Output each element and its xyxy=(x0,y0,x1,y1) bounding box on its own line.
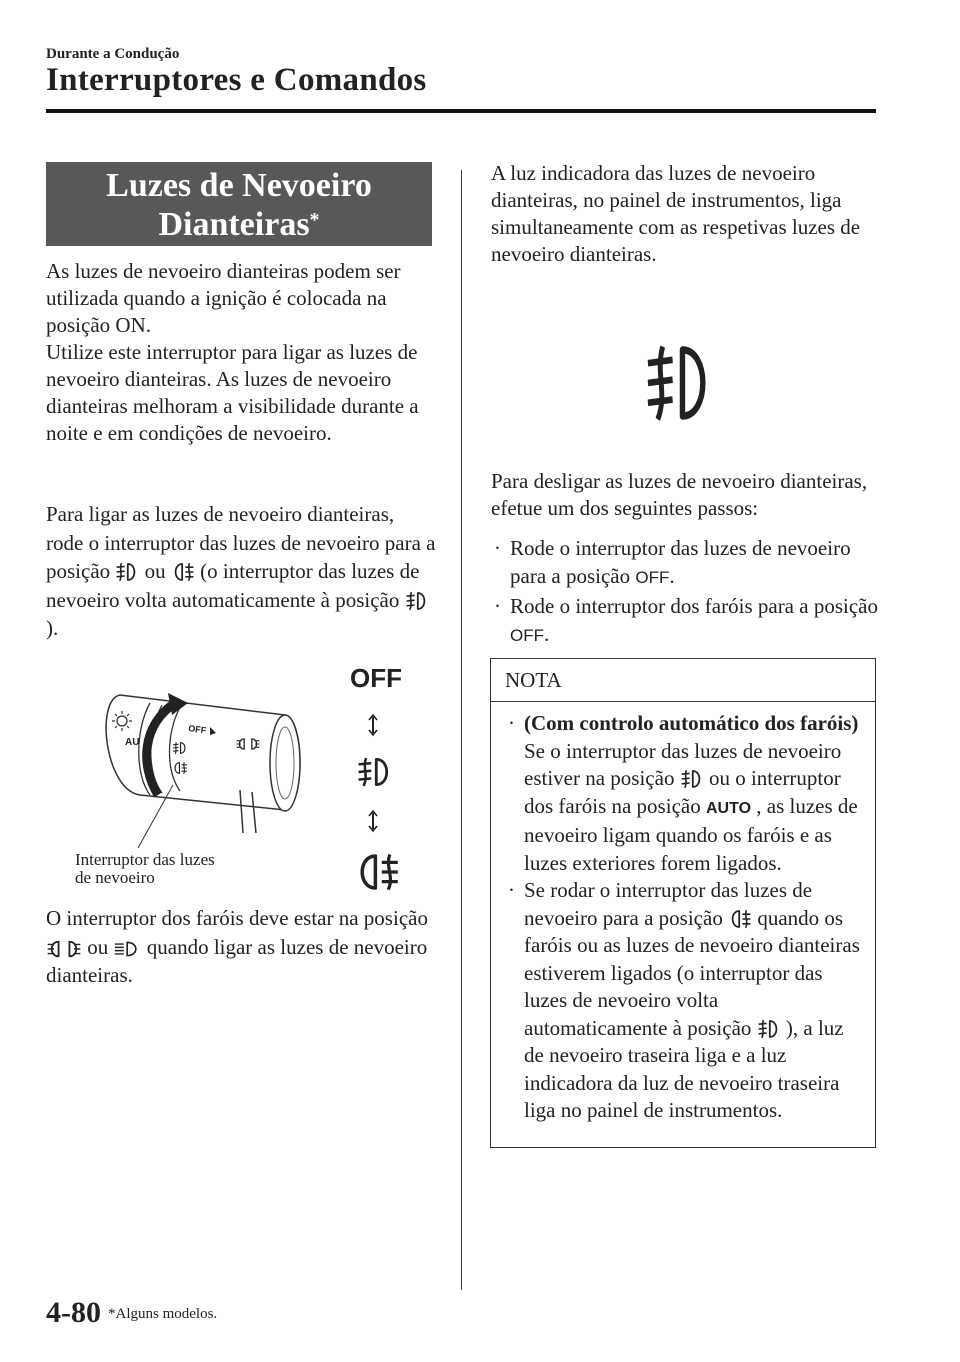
bullet-dot: · xyxy=(494,594,501,618)
parking-light-icon xyxy=(46,939,82,959)
right-bullet-2 xyxy=(491,592,881,650)
left-para-3 xyxy=(46,500,436,643)
right-bullets xyxy=(491,534,881,650)
right-para-2: Para desligar as luzes de nevoeiro dianteiras, efetue um dos seguintes passos: xyxy=(491,469,868,520)
bullet-dot: · xyxy=(508,878,515,902)
left-para-4-b: quando ligar as luzes de nevoeiro dianteiras. xyxy=(46,934,428,987)
off-position-label: OFF xyxy=(350,663,402,693)
rear-fog-figure-icon xyxy=(353,851,401,893)
front-fog-icon xyxy=(115,561,139,583)
bullet-dot: · xyxy=(494,536,501,560)
section-title-line1: Luzes de Nevoeiro xyxy=(106,167,372,204)
header-rule xyxy=(46,109,876,113)
nota-item-2-a: Se rodar o interruptor das luzes de nevoeiro para a posição xyxy=(524,878,813,930)
nota-title: NOTA xyxy=(491,659,875,702)
section-title-line2 xyxy=(46,205,432,244)
nota-item-2 xyxy=(505,877,863,1125)
left-para-3-c: ). xyxy=(46,616,59,640)
auto-label: AUTO xyxy=(705,799,752,817)
off-label: OFF xyxy=(635,568,670,587)
rear-fog-icon xyxy=(171,561,195,583)
figure-caption xyxy=(75,851,215,887)
left-para-4-a: O interruptor dos faróis deve estar na posição xyxy=(46,906,428,930)
left-para-3-ou: ou xyxy=(144,559,166,583)
nota-item-1-a: Se o interruptor das luzes de nevoeiro estiver na posição xyxy=(524,738,842,790)
section-title-line2-text: Dianteiras xyxy=(158,206,310,243)
front-fog-icon xyxy=(680,768,704,790)
left-para-3-b: (o interruptor das luzes de nevoeiro volta automaticamente à posição xyxy=(46,559,420,612)
right-bullet-1 xyxy=(491,534,881,592)
page-title: Interruptores e Comandos xyxy=(46,62,427,98)
left-para-3-a: Para ligar as luzes de nevoeiro dianteiras, rode o interruptor das luzes de nevoeiro para a posição xyxy=(46,502,436,583)
right-bullet-1-end: . xyxy=(669,564,675,588)
off-label: OFF xyxy=(510,626,544,645)
section-title-box xyxy=(46,162,432,246)
right-bullet-2-end: . xyxy=(544,622,550,646)
headlight-icon xyxy=(114,939,142,959)
fog-switch-figure xyxy=(80,655,420,855)
rear-fog-icon xyxy=(728,908,752,930)
page-number: 4-80 xyxy=(46,1296,101,1329)
nota-body xyxy=(491,702,875,1125)
fog-indicator-icon xyxy=(643,340,717,426)
left-intro xyxy=(46,258,436,447)
column-divider xyxy=(461,170,462,1290)
nota-box xyxy=(490,658,876,1148)
knob-off-label: OFF xyxy=(187,723,207,736)
left-para-4-ou: ou xyxy=(87,934,109,959)
nota-item-1-c: , as luzes de nevoeiro ligam quando os faróis e as luzes exteriores forem ligados. xyxy=(524,793,858,875)
knob-auto-label: AU xyxy=(125,737,140,748)
footnote: *Alguns modelos. xyxy=(108,1306,218,1322)
right-bullet-1-text: Rode o interruptor das luzes de nevoeiro para a posição xyxy=(510,536,851,588)
left-para-1: As luzes de nevoeiro dianteiras podem ser utilizada quando a ignição é colocada na posição ON. xyxy=(46,259,401,337)
nota-item-2-c: ), a luz de nevoeiro traseira liga e a luz indicadora da luz de nevoeiro traseira liga no painel de instrumentos. xyxy=(524,1015,844,1122)
section-title-asterisk: * xyxy=(309,209,320,231)
front-fog-icon xyxy=(405,590,429,612)
nota-item-1-b: ou o interruptor dos faróis na posição xyxy=(524,766,841,818)
bullet-dot: · xyxy=(508,711,515,735)
nota-item-1-heading: (Com controlo automático dos faróis) xyxy=(524,711,859,735)
right-bullet-2-text: Rode o interruptor dos faróis para a posição xyxy=(510,594,878,618)
left-para-4 xyxy=(46,904,436,990)
front-fog-icon xyxy=(757,1018,781,1040)
figure-caption-line1: Interruptor das luzes xyxy=(75,850,215,869)
nota-item-1 xyxy=(505,710,863,877)
right-para-1: A luz indicadora das luzes de nevoeiro dianteiras, no painel de instrumentos, liga simultaneamente com as respetivas luzes de nevoeiro dianteiras. xyxy=(491,161,861,266)
left-para-2: Utilize este interruptor para ligar as luzes de nevoeiro dianteiras. As luzes de nevoeiro dianteiras melhoram a visibilidade durante a noite e em condições de nevoeiro. xyxy=(46,340,419,445)
section-label: Durante a Condução xyxy=(46,46,180,62)
figure-caption-line2: de nevoeiro xyxy=(75,868,155,887)
nota-item-2-b: quando os faróis ou as luzes de nevoeiro dianteiras estiverem ligados (o interruptor das luzes de nevoeiro volta automaticamente à posição xyxy=(524,905,860,1040)
